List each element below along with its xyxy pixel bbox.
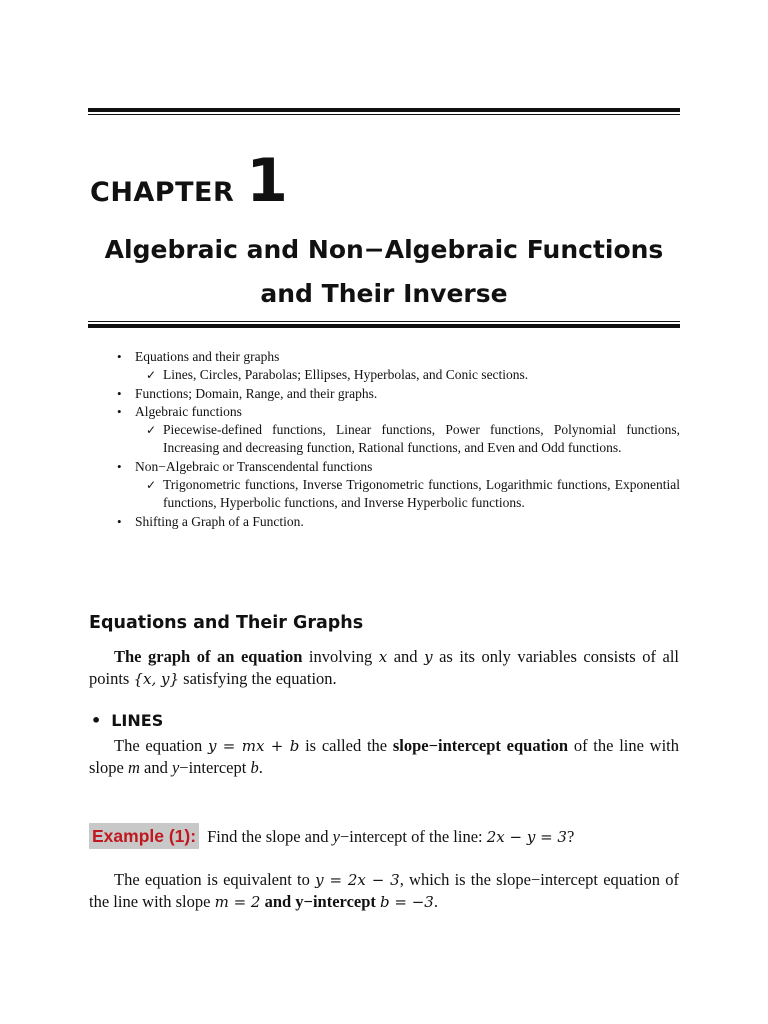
chapter-outline xyxy=(117,348,680,531)
chapter-label xyxy=(90,146,288,216)
chapter-title-line-1: Algebraic and Non−Algebraic Functions xyxy=(104,235,664,264)
outline-item-text: Functions; Domain, Range, and their graphs. xyxy=(135,385,378,401)
chapter-title-line-2: and Their Inverse xyxy=(260,279,508,308)
checkmark-icon: ✓ xyxy=(146,423,157,438)
chapter-title xyxy=(88,228,680,316)
bullet-icon: • xyxy=(91,711,102,730)
outline-subitem xyxy=(135,421,680,458)
outline-item-text: Non−Algebraic or Transcendental functions xyxy=(135,458,373,474)
definition-paragraph: The graph of an equation involving x and y as its only variables consists of all points {x, y} satisfying the equation. xyxy=(89,647,679,688)
slope-intercept-term: slope−intercept equation xyxy=(392,736,569,755)
bullet-icon: • xyxy=(117,513,122,529)
bullet-icon: • xyxy=(117,385,122,401)
chapter-word: CHAPTER xyxy=(90,177,235,208)
outline-item-text: Shifting a Graph of a Function. xyxy=(135,513,304,529)
outline-subitem xyxy=(135,476,680,513)
title-bottom-rule xyxy=(88,321,680,328)
section-heading: Equations and Their Graphs xyxy=(89,613,364,633)
outline-subitem-text: Trigonometric functions, Inverse Trigonometric functions, Logarithmic functions, Exponential functions, Hyperbolic functions, and Inverse Hyperbolic functions. xyxy=(163,477,680,511)
example-1: Example (1): Find the slope and y−intercept of the line: 2x − y = 3? xyxy=(89,823,574,850)
solution-paragraph: The equation is equivalent to y = 2x − 3, which is the slope−intercept equation of the line with slope m = 2 and y−intercept b = −3. xyxy=(89,870,680,911)
bullet-icon: • xyxy=(117,458,122,474)
outline-subitem-text: Piecewise-defined functions, Linear functions, Power functions, Polynomial functions, Increasing and decreasing function, Rational functions, and Even and Odd functions. xyxy=(163,422,680,456)
definition-term: The graph of an equation xyxy=(114,647,303,666)
outline-item xyxy=(117,385,680,403)
top-rule xyxy=(88,108,680,115)
lines-heading-text: LINES xyxy=(111,711,164,730)
outline-item-text: Equations and their graphs xyxy=(135,349,280,364)
checkmark-icon: ✓ xyxy=(146,478,157,493)
outline-item xyxy=(117,513,680,531)
outline-item xyxy=(117,403,680,458)
example-tag: Example (1): xyxy=(89,823,199,849)
outline-item xyxy=(117,458,680,513)
lines-paragraph: The equation y = mx + b is called the slope−intercept equation of the line with slope m and y−intercept b. xyxy=(89,736,680,777)
example-equation: 2x − y = 3 xyxy=(486,828,567,846)
lines-heading xyxy=(91,711,163,730)
bullet-icon: • xyxy=(117,403,122,419)
checkmark-icon: ✓ xyxy=(146,368,157,383)
bullet-icon: • xyxy=(117,349,122,364)
outline-item-text: Algebraic functions xyxy=(135,403,242,419)
outline-item xyxy=(117,348,680,385)
slope-intercept-formula: y = mx + b xyxy=(207,737,300,755)
outline-subitem-text: Lines, Circles, Parabolas; Ellipses, Hyperbolas, and Conic sections. xyxy=(163,367,529,383)
outline-subitem xyxy=(135,366,680,384)
chapter-number: 1 xyxy=(246,146,288,216)
